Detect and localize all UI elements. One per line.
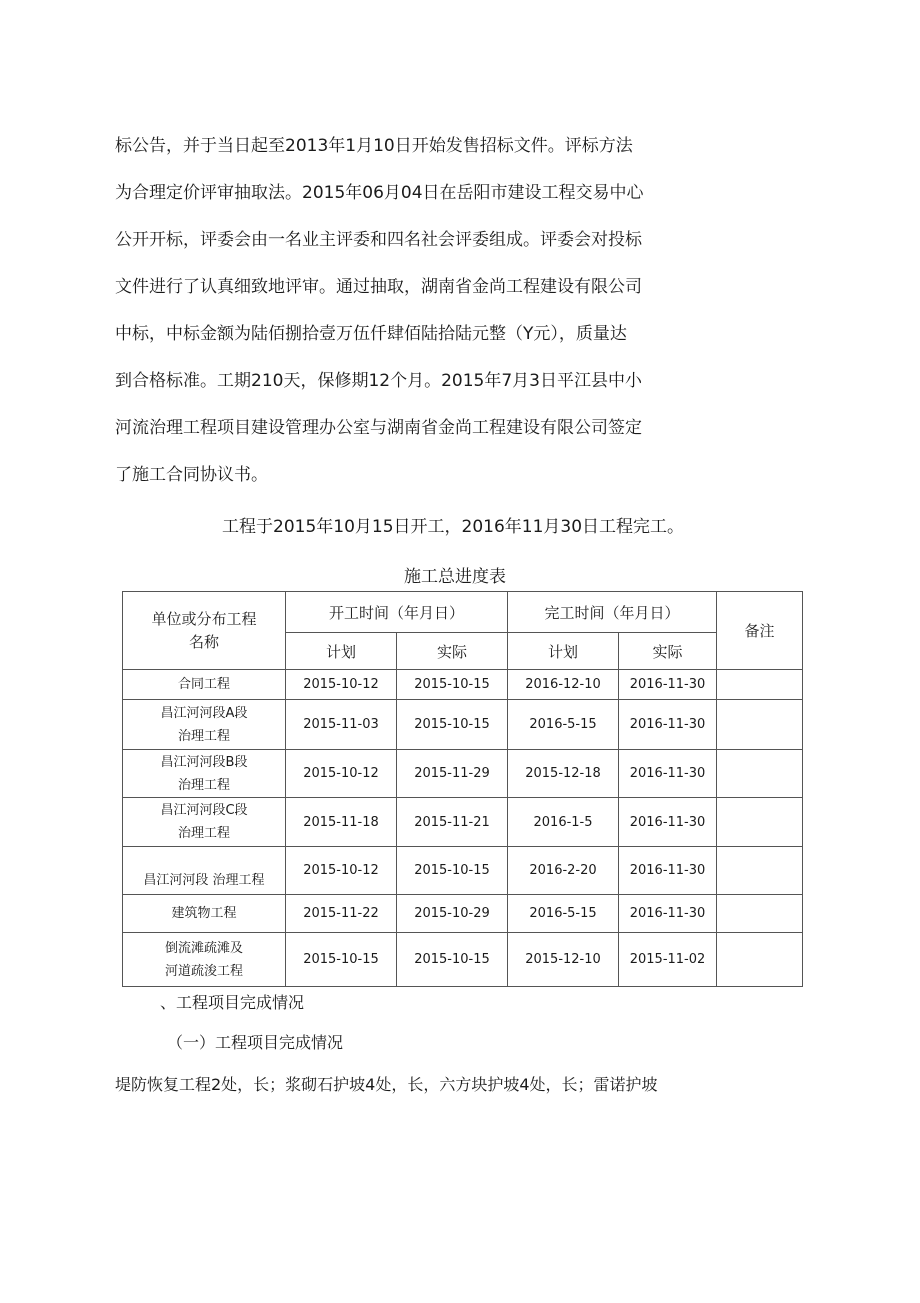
plan-start-cell: 2015-10-12 bbox=[286, 670, 397, 700]
header-plan-end: 计划 bbox=[508, 633, 619, 670]
plan-start-cell: 2015-10-15 bbox=[286, 933, 397, 987]
project-name-line2: 昌江河河段 治理工程 bbox=[143, 873, 265, 888]
schedule-table bbox=[122, 591, 803, 987]
table-row bbox=[123, 798, 803, 847]
paragraph-line: 文件进行了认真细致地评审。通过抽取，湖南省金尚工程建设有限公司 bbox=[115, 277, 642, 297]
remark-cell bbox=[717, 798, 803, 847]
actual-end-cell: 2015-11-02 bbox=[619, 933, 717, 987]
actual-start-cell: 2015-10-29 bbox=[397, 895, 508, 933]
table-row bbox=[123, 670, 803, 700]
project-name-line1: 倒流滩疏滩及 bbox=[164, 940, 243, 956]
work-dates-sentence: 工程于2015年10月15日开工，2016年11月30日工程完工。 bbox=[222, 517, 685, 537]
project-name-cell bbox=[123, 798, 286, 847]
project-name-line2: 河道疏浚工程 bbox=[164, 963, 243, 979]
table-header-row bbox=[123, 592, 803, 633]
actual-end-cell: 2016-11-30 bbox=[619, 895, 717, 933]
header-plan-start: 计划 bbox=[286, 633, 397, 670]
project-name-line1: 昌江河河段B段 bbox=[160, 754, 248, 770]
paragraph-line: 中标，中标金额为陆佰捌拾壹万伍仟肆佰陆拾陆元整（Y元），质量达 bbox=[115, 324, 627, 344]
table-row bbox=[123, 700, 803, 750]
project-name-cell bbox=[123, 700, 286, 750]
project-name-cell bbox=[123, 847, 286, 895]
paragraph-line: 河流治理工程项目建设管理办公室与湖南省金尚工程建设有限公司签定 bbox=[115, 418, 642, 438]
project-name-line2: 治理工程 bbox=[177, 728, 230, 744]
header-project-name bbox=[123, 592, 286, 670]
header-project-name-line2: 名称 bbox=[188, 632, 219, 651]
table-title: 施工总进度表 bbox=[404, 567, 506, 587]
actual-start-cell: 2015-10-15 bbox=[397, 670, 508, 700]
paragraph-line: 为合理定价评审抽取法。2015年06月04日在岳阳市建设工程交易中心 bbox=[115, 183, 644, 203]
remark-cell bbox=[717, 670, 803, 700]
plan-end-cell: 2016-12-10 bbox=[508, 670, 619, 700]
paragraph-line: 公开开标，评委会由一名业主评委和四名社会评委组成。评委会对投标 bbox=[115, 230, 642, 250]
header-project-name-line1: 单位或分布工程 bbox=[151, 609, 257, 628]
subsection-heading: （一）工程项目完成情况 bbox=[167, 1033, 344, 1052]
project-name-line2: 治理工程 bbox=[177, 826, 230, 841]
completion-text-line: 堤防恢复工程2处，长；浆砌石护坡4处，长，六方块护坡4处，长；雷诺护坡 bbox=[115, 1075, 658, 1094]
remark-cell bbox=[717, 933, 803, 987]
header-actual-start: 实际 bbox=[397, 633, 508, 670]
project-name-line1: 昌江河河段A段 bbox=[160, 705, 248, 721]
project-name-line2: 治理工程 bbox=[177, 777, 230, 793]
plan-end-cell: 2016-5-15 bbox=[508, 895, 619, 933]
project-name-cell bbox=[123, 933, 286, 987]
plan-start-cell: 2015-11-22 bbox=[286, 895, 397, 933]
table-row bbox=[123, 933, 803, 987]
actual-start-cell: 2015-11-21 bbox=[397, 798, 508, 847]
actual-start-cell: 2015-10-15 bbox=[397, 700, 508, 750]
actual-end-cell: 2016-11-30 bbox=[619, 750, 717, 798]
actual-end-cell: 2016-11-30 bbox=[619, 798, 717, 847]
remark-cell bbox=[717, 700, 803, 750]
remark-cell bbox=[717, 750, 803, 798]
project-name-line1: 建筑物工程 bbox=[171, 906, 237, 921]
intro-paragraph bbox=[115, 123, 735, 499]
plan-start-cell: 2015-11-18 bbox=[286, 798, 397, 847]
plan-end-cell: 2016-1-5 bbox=[508, 798, 619, 847]
table-row bbox=[123, 895, 803, 933]
actual-start-cell: 2015-11-29 bbox=[397, 750, 508, 798]
remark-cell bbox=[717, 847, 803, 895]
project-name-cell bbox=[123, 750, 286, 798]
paragraph-line: 了施工合同协议书。 bbox=[115, 465, 268, 485]
plan-start-cell: 2015-11-03 bbox=[286, 700, 397, 750]
plan-start-cell: 2015-10-12 bbox=[286, 750, 397, 798]
plan-end-cell: 2016-2-20 bbox=[508, 847, 619, 895]
paragraph-line: 到合格标准。工期210天，保修期12个月。2015年7月3日平江县中小 bbox=[115, 371, 642, 391]
paragraph-line: 标公告，并于当日起至2013年1月10日开始发售招标文件。评标方法 bbox=[115, 136, 633, 156]
actual-end-cell: 2016-11-30 bbox=[619, 700, 717, 750]
actual-start-cell: 2015-10-15 bbox=[397, 847, 508, 895]
plan-end-cell: 2015-12-10 bbox=[508, 933, 619, 987]
actual-end-cell: 2016-11-30 bbox=[619, 670, 717, 700]
header-actual-end: 实际 bbox=[619, 633, 717, 670]
project-name-line1: 合同工程 bbox=[177, 677, 230, 692]
project-name-line1: 昌江河河段C段 bbox=[160, 803, 248, 818]
project-name-cell bbox=[123, 670, 286, 700]
header-remark: 备注 bbox=[717, 592, 803, 670]
project-name-cell bbox=[123, 895, 286, 933]
actual-start-cell: 2015-10-15 bbox=[397, 933, 508, 987]
plan-end-cell: 2016-5-15 bbox=[508, 700, 619, 750]
plan-start-cell: 2015-10-12 bbox=[286, 847, 397, 895]
actual-end-cell: 2016-11-30 bbox=[619, 847, 717, 895]
header-start-time: 开工时间（年月日） bbox=[286, 592, 508, 633]
remark-cell bbox=[717, 895, 803, 933]
section-heading: 、工程项目完成情况 bbox=[160, 993, 305, 1012]
plan-end-cell: 2015-12-18 bbox=[508, 750, 619, 798]
header-end-time: 完工时间（年月日） bbox=[508, 592, 717, 633]
table-row bbox=[123, 847, 803, 895]
table-row bbox=[123, 750, 803, 798]
